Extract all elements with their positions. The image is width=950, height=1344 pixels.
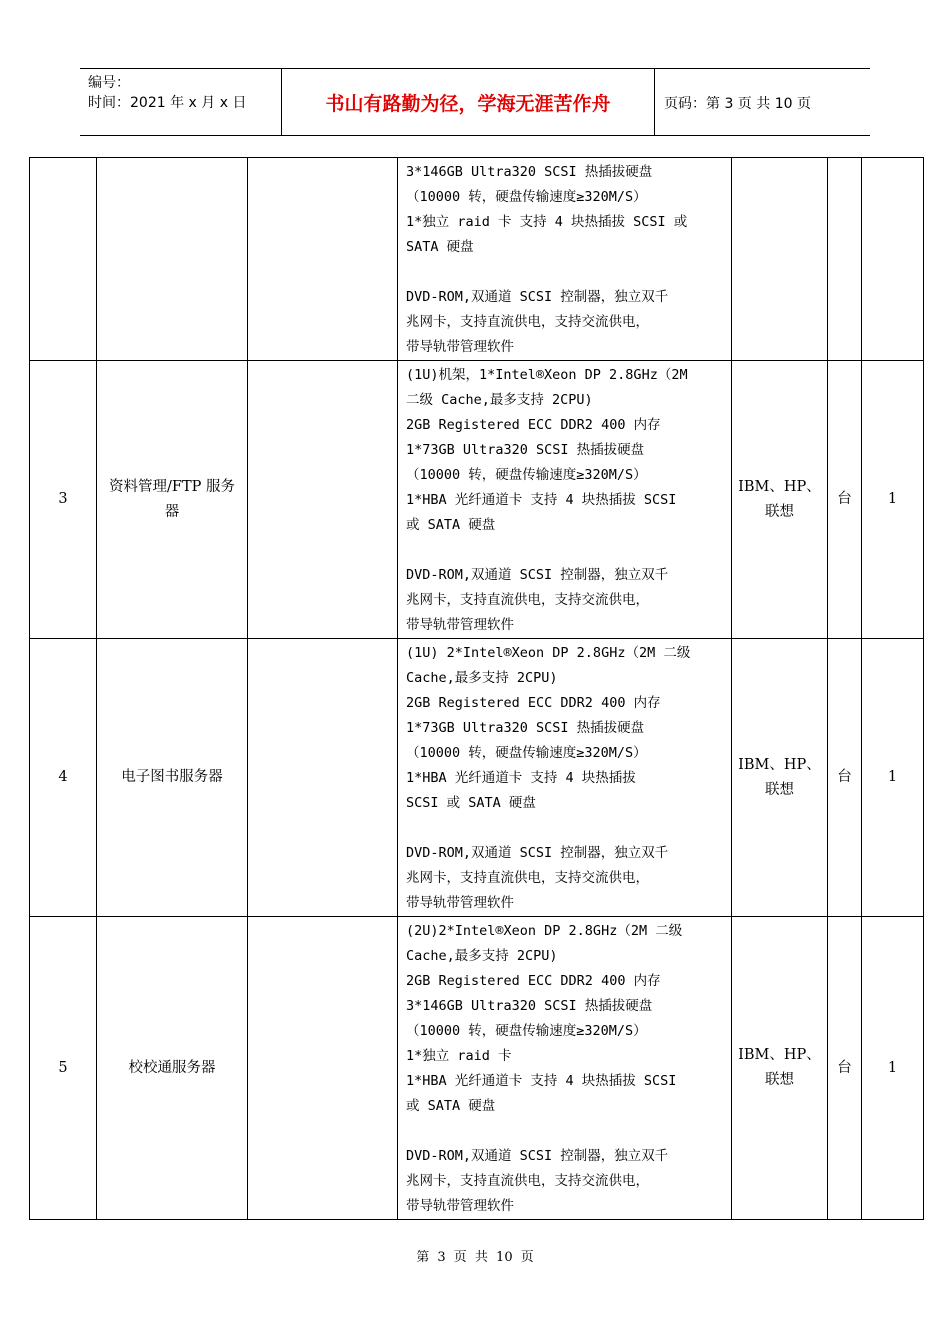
spec-line: (2U)2*Intel®Xeon DP 2.8GHz（2M 二级 <box>406 923 683 939</box>
header-meta <box>88 73 280 113</box>
spec-line: 兆网卡，支持直流供电，支持交流供电， <box>406 314 649 330</box>
empty-cell <box>248 361 398 639</box>
empty-cell <box>248 639 398 917</box>
spec-line: 1*独立 raid 卡 <box>406 1048 512 1064</box>
spec-line <box>406 1119 727 1144</box>
spec-line: 带导轨带管理软件 <box>406 1198 514 1214</box>
spec-line: 兆网卡，支持直流供电，支持交流供电， <box>406 870 649 886</box>
spec-line: 1*独立 raid 卡 支持 4 块热插拔 SCSI 或 <box>406 214 688 230</box>
document-date: 时间：2021 年 x 月 x 日 <box>88 95 247 111</box>
header-page-number: 页码：第 3 页 共 10 页 <box>664 96 811 112</box>
table-row <box>30 639 924 917</box>
spec-line <box>406 260 727 285</box>
spec-line: 1*73GB Ultra320 SCSI 热插拔硬盘 <box>406 442 645 458</box>
spec-line: (1U)机架，1*Intel®Xeon DP 2.8GHz（2M <box>406 367 688 383</box>
item-name-cell: 校校通服务器 <box>97 917 248 1220</box>
spec-line <box>406 538 727 563</box>
page-footer: 第 3 页 共 10 页 <box>416 1250 534 1265</box>
spec-line: 二级 Cache,最多支持 2CPU) <box>406 392 593 408</box>
item-brand-cell: IBM、HP、联想 <box>732 639 828 917</box>
spec-line: 或 SATA 硬盘 <box>406 517 496 533</box>
spec-line <box>406 816 727 841</box>
spec-line: (1U) 2*Intel®Xeon DP 2.8GHz（2M 二级 <box>406 645 691 661</box>
item-brand-cell: IBM、HP、联想 <box>732 917 828 1220</box>
item-name-cell <box>97 158 248 361</box>
item-quantity-cell <box>862 158 924 361</box>
spec-line: SATA 硬盘 <box>406 239 474 255</box>
item-spec-cell <box>398 917 732 1220</box>
item-brand-cell <box>732 158 828 361</box>
spec-line: 1*73GB Ultra320 SCSI 热插拔硬盘 <box>406 720 645 736</box>
table-row <box>30 361 924 639</box>
spec-line: 2GB Registered ECC DDR2 400 内存 <box>406 695 661 711</box>
spec-line: 兆网卡，支持直流供电，支持交流供电， <box>406 592 649 608</box>
item-quantity-cell: 1 <box>862 639 924 917</box>
spec-line: 1*HBA 光纤通道卡 支持 4 块热插拔 <box>406 770 636 786</box>
spec-line: 或 SATA 硬盘 <box>406 1098 496 1114</box>
item-unit-cell: 台 <box>828 639 862 917</box>
spec-line: 带导轨带管理软件 <box>406 617 514 633</box>
header-motto: 书山有路勤为径，学海无涯苦作舟 <box>281 69 655 135</box>
spec-line: DVD-ROM,双通道 SCSI 控制器，独立双千 <box>406 1148 669 1164</box>
item-quantity-cell: 1 <box>862 361 924 639</box>
empty-cell <box>248 158 398 361</box>
spec-line: （10000 转，硬盘传输速度≥320M/S） <box>406 745 647 761</box>
spec-line: （10000 转，硬盘传输速度≥320M/S） <box>406 467 647 483</box>
spec-line: DVD-ROM,双通道 SCSI 控制器，独立双千 <box>406 567 669 583</box>
spec-line: 2GB Registered ECC DDR2 400 内存 <box>406 417 661 433</box>
item-name-cell: 资料管理/FTP 服务器 <box>97 361 248 639</box>
document-number-label: 编号： <box>88 75 130 91</box>
table-row <box>30 158 924 361</box>
spec-line: 兆网卡，支持直流供电，支持交流供电， <box>406 1173 649 1189</box>
item-quantity-cell: 1 <box>862 917 924 1220</box>
spec-line: （10000 转，硬盘传输速度≥320M/S） <box>406 1023 647 1039</box>
item-spec-cell <box>398 158 732 361</box>
spec-line: 1*HBA 光纤通道卡 支持 4 块热插拔 SCSI <box>406 1073 677 1089</box>
spec-line: 1*HBA 光纤通道卡 支持 4 块热插拔 SCSI <box>406 492 677 508</box>
spec-line: Cache,最多支持 2CPU) <box>406 670 558 686</box>
equipment-table <box>29 157 924 1220</box>
spec-line: 3*146GB Ultra320 SCSI 热插拔硬盘 <box>406 998 653 1014</box>
spec-line: DVD-ROM,双通道 SCSI 控制器，独立双千 <box>406 845 669 861</box>
spec-line: 2GB Registered ECC DDR2 400 内存 <box>406 973 661 989</box>
item-index-cell <box>30 158 97 361</box>
item-unit-cell <box>828 158 862 361</box>
page-header <box>80 68 870 136</box>
spec-line: （10000 转，硬盘传输速度≥320M/S） <box>406 189 647 205</box>
spec-line: 3*146GB Ultra320 SCSI 热插拔硬盘 <box>406 164 653 180</box>
spec-line: 带导轨带管理软件 <box>406 895 514 911</box>
item-brand-cell: IBM、HP、联想 <box>732 361 828 639</box>
spec-line: 带导轨带管理软件 <box>406 339 514 355</box>
item-name-cell: 电子图书服务器 <box>97 639 248 917</box>
table-row <box>30 917 924 1220</box>
item-spec-cell <box>398 361 732 639</box>
spec-line: DVD-ROM,双通道 SCSI 控制器，独立双千 <box>406 289 669 305</box>
item-index-cell: 4 <box>30 639 97 917</box>
item-spec-cell <box>398 639 732 917</box>
spec-line: SCSI 或 SATA 硬盘 <box>406 795 536 811</box>
spec-line: Cache,最多支持 2CPU) <box>406 948 558 964</box>
item-index-cell: 3 <box>30 361 97 639</box>
empty-cell <box>248 917 398 1220</box>
item-unit-cell: 台 <box>828 917 862 1220</box>
item-unit-cell: 台 <box>828 361 862 639</box>
item-index-cell: 5 <box>30 917 97 1220</box>
